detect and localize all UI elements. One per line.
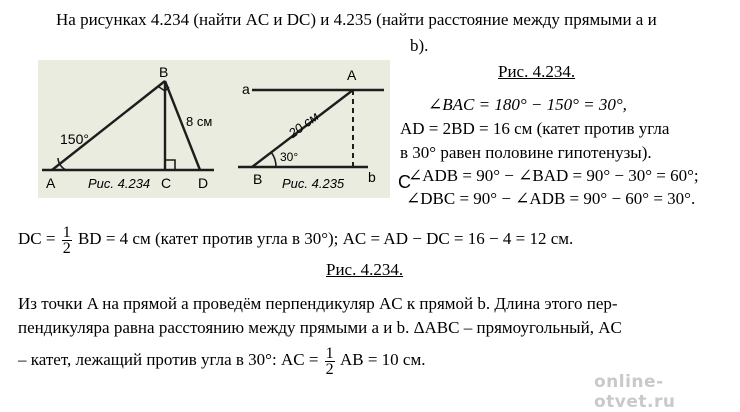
fig2-label-B: B [253,171,263,187]
dc-fraction-num: 1 [62,223,71,241]
task-line-2: b). [410,36,429,55]
fig2-label-a: a [242,81,250,97]
fig2-label-b: b [368,169,376,185]
part2-line-3-end: AB = 10 см. [339,350,426,369]
fig1-right-angle-C [165,160,175,170]
fig1-caption: Рис. 4.234 [88,176,151,191]
fig1-label-D: D [198,175,209,191]
fig1-side-AB [52,81,165,170]
solution-heading: Рис. 4.234. [498,62,576,81]
part2-fraction-den: 2 [325,360,334,378]
solution-line-1: ∠BAC = 180° − 150° = 30°, [428,95,627,114]
part2-line-1: Из точки A на прямой a проведём перпендикуляр AC к прямой b. Длина этого пер- [18,294,618,313]
dc-rhs: BD = 4 см (катет против угла в 30°); AC = AD − DC = 16 − 4 = 12 см. [77,229,574,248]
figures-svg [38,60,390,198]
fig1-label-C: C [161,175,172,191]
fig2-side-20: 20 см [285,108,322,141]
fig1-label-B: B [159,64,169,80]
dc-fraction-den: 2 [62,239,71,257]
part2-line-2: пендикуляра равна расстоянию между прямыми a и b. ΔABC – прямоугольный, AC [18,318,622,337]
solution-line-2: AD = 2BD = 16 см (катет против угла [400,119,670,138]
fig2-label-A: A [347,67,357,83]
figure-photo [38,60,390,198]
fig2-angle-arc [271,152,276,167]
part2-line-3 [18,342,425,378]
dc-lhs: DC = [18,229,56,248]
fig1-label-A: A [46,175,56,191]
dc-fraction [62,225,72,256]
solution-line-3: в 30° равен половине гипотенузы). [400,143,652,162]
fig2-label-C: C [398,172,411,192]
fig2-caption: Рис. 4.235 [282,176,345,191]
solution-dc-line [18,222,573,256]
part2-fraction [325,346,335,377]
part2-fraction-num: 1 [325,344,334,362]
solution-line-4: ∠ADB = 90° − ∠BAD = 90° − 30° = 60°; [408,166,699,185]
fig2-angle-30: 30° [280,150,299,164]
watermark: online-otvet.ru [594,372,676,412]
solution-line-5: ∠DBC = 90° − ∠ADB = 90° − 60° = 30°. [406,189,696,208]
solution-heading-2: Рис. 4.234. [326,260,404,279]
task-line-1: На рисунках 4.234 (найти AC и DC) и 4.235 (найти расстояние между прямыми a и [56,10,657,29]
part2-line-3-start: – катет, лежащий против угла в 30°: AC = [18,350,319,369]
fig1-side-8: 8 см [186,114,213,129]
fig1-angle-150: 150° [60,131,89,147]
figure-4-235 [238,90,384,167]
